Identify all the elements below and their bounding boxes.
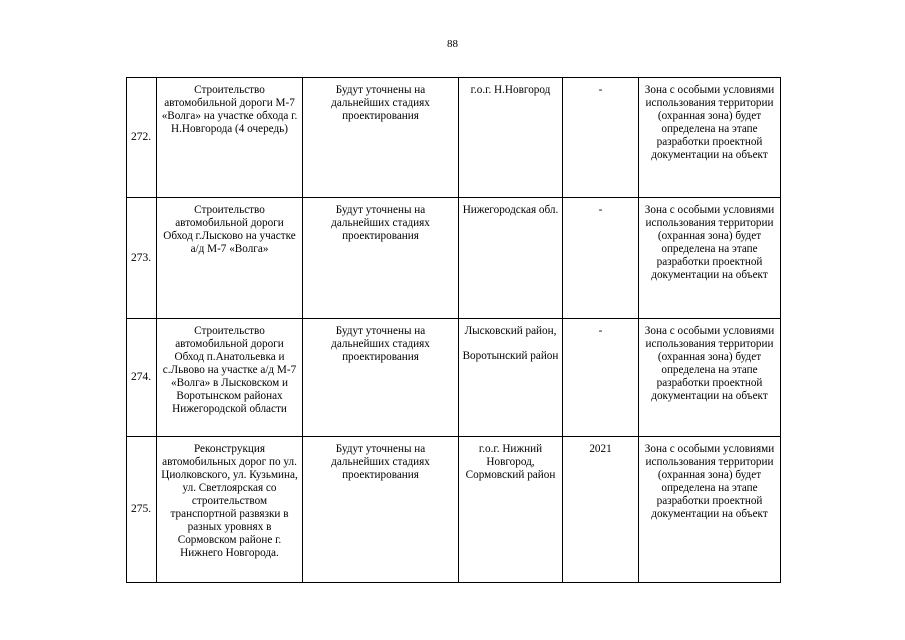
row-number: 273. bbox=[127, 198, 157, 319]
parameters-cell: Будут уточнены на дальнейших стадиях проектирования bbox=[303, 198, 459, 319]
row-number: 275. bbox=[127, 437, 157, 583]
zone-cell: Зона с особыми условиями использования территории (охранная зона) будет определена на этапе разработки проектной документации на объект bbox=[639, 437, 781, 583]
table-row bbox=[127, 319, 781, 437]
parameters-cell: Будут уточнены на дальнейших стадиях проектирования bbox=[303, 437, 459, 583]
location-cell bbox=[459, 198, 563, 319]
zone-cell: Зона с особыми условиями использования территории (охранная зона) будет определена на этапе разработки проектной документации на объект bbox=[639, 319, 781, 437]
table-row bbox=[127, 437, 781, 583]
year-cell: 2021 bbox=[563, 437, 639, 583]
year-cell: - bbox=[563, 198, 639, 319]
parameters-cell: Будут уточнены на дальнейших стадиях проектирования bbox=[303, 78, 459, 198]
parameters-cell: Будут уточнены на дальнейших стадиях проектирования bbox=[303, 319, 459, 437]
object-name-cell: Строительство автомобильной дороги Обход п.Анатольевка и с.Львово на участке а/д М-7 «Волга» в Лысковском и Воротынском районах Нижегородской области bbox=[157, 319, 303, 437]
row-number: 272. bbox=[127, 78, 157, 198]
year-cell: - bbox=[563, 319, 639, 437]
location-cell bbox=[459, 437, 563, 583]
location-cell bbox=[459, 78, 563, 198]
page-number: 88 bbox=[447, 38, 458, 50]
row-number: 274. bbox=[127, 319, 157, 437]
table-row bbox=[127, 198, 781, 319]
zone-cell: Зона с особыми условиями использования территории (охранная зона) будет определена на этапе разработки проектной документации на объект bbox=[639, 78, 781, 198]
zone-cell: Зона с особыми условиями использования территории (охранная зона) будет определена на этапе разработки проектной документации на объект bbox=[639, 198, 781, 319]
location-text: Нижегородская обл. bbox=[462, 204, 559, 216]
object-name-cell: Реконструкция автомобильных дорог по ул. Циолковского, ул. Кузьмина, ул. Светлоярская со строительством транспортной развязки в разных уровнях в Сормовском районе г. Нижнего Новгорода. bbox=[157, 437, 303, 583]
location-text-2: Воротынский район bbox=[462, 350, 559, 362]
objects-table bbox=[126, 77, 781, 583]
location-text: Лысковский район, bbox=[464, 325, 557, 337]
location-text: г.о.г. Нижний Новгород, Сормовский район bbox=[465, 443, 556, 481]
location-text: г.о.г. Н.Новгород bbox=[470, 84, 551, 96]
location-cell bbox=[459, 319, 563, 437]
object-name-cell: Строительство автомобильной дороги Обход г.Лысково на участке а/д М-7 «Волга» bbox=[157, 198, 303, 319]
object-name-cell: Строительство автомобильной дороги М-7 «Волга» на участке обхода г. Н.Новгорода (4 очередь) bbox=[157, 78, 303, 198]
year-cell: - bbox=[563, 78, 639, 198]
table-row bbox=[127, 78, 781, 198]
